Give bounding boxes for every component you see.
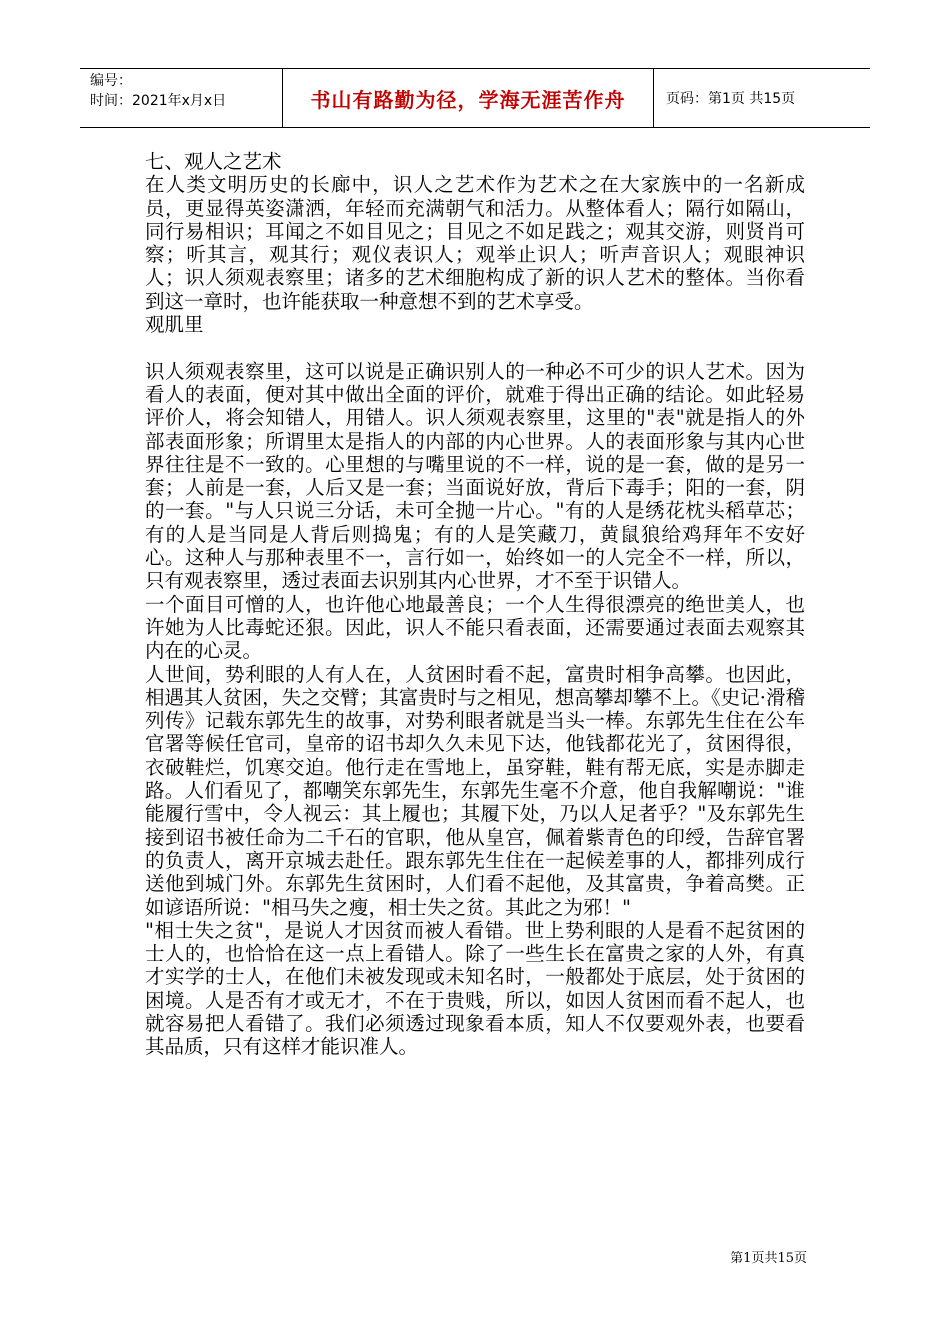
header-motto: 书山有路勤为径，学海无涯苦作舟 — [282, 69, 654, 127]
blank-line — [145, 336, 805, 359]
document-time: 时间：2021年x月x日 — [90, 93, 227, 109]
page-header — [80, 68, 870, 128]
document-number: 编号： — [90, 73, 132, 89]
header-page-number: 页码：第1页 共15页 — [666, 91, 796, 107]
paragraph: 在人类文明历史的长廊中，识人之艺术作为艺术之在大家族中的一名新成员，更显得英姿潇洒，年轻而充满朝气和活力。从整体看人；隔行如隔山，同行易相识；耳闻之不如目见之；目见之不如足践之；观其交游，则贤肖可察；听其言，观其行；观仪表识人；观举止识人；听声音识人；观眼神识人；识人须观表察里；诸多的艺术细胞构成了新的识人艺术的整体。当你看到这一章时，也许能获取一种意想不到的艺术享受。 — [145, 173, 805, 313]
paragraph: 一个面目可憎的人，也许他心地最善良；一个人生得很漂亮的绝世美人，也许她为人比毒蛇还狠。因此，识人不能只看表面，还需要通过表面去观察其内在的心灵。 — [145, 592, 805, 663]
subsection-title: 观肌里 — [145, 313, 204, 337]
page-footer: 第1页共15页 — [730, 1251, 807, 1266]
paragraph: "相士失之贫"，是说人才因贫而被人看错。世上势利眼的人是看不起贫困的士人的，也恰恰在这一点上看错人。除了一些生长在富贵之家的人外，有真才实学的士人，在他们未被发现或未知名时，一般都处于底层，处于贫困的困境。人是否有才或无才，不在于贵贱，所以，如因人贫困而看不起人，也就容易把人看错了。我们必须透过现象看本质，知人不仅要观外表，也要看其品质，只有这样才能识准人。 — [145, 918, 805, 1059]
paragraph: 识人须观表察里，这可以说是正确识别人的一种必不可少的识人艺术。因为看人的表面，便对其中做出全面的评价，就难于得出正确的结论。如此轻易评价人，将会知错人，用错人。识人须观表察里，这里的"表"就是指人的外部表面形象；所谓里太是指人的内部的内心世界。人的表面形象与其内心世界往往是不一致的。心里想的与嘴里说的不一样，说的是一套，做的是另一套；人前是一套，人后又是一套；当面说好放，背后下毒手；阳的一套，阴的一套。"与人只说三分话，未可全抛一片心。"有的人是绣花枕头稻草芯；有的人是当同是人背后则捣鬼；有的人是笑藏刀，黄鼠狼给鸡拜年不安好心。这种人与那种表里不一，言行如一，始终如一的人完全不一样，所以，只有观表察里，透过表面去识别其内心世界，才不至于识错人。 — [145, 359, 805, 593]
document-body — [145, 150, 805, 1059]
header-meta — [80, 69, 282, 127]
paragraph: 人世间，势利眼的人有人在，人贫困时看不起，富贵时相争高攀。也因此，相遇其人贫困，失之交臂；其富贵时与之相见，想高攀却攀不上。《史记·滑稽列传》记载东郭先生的故事，对势利眼者就是当头一棒。东郭先生住在公车官署等候任官司，皇帝的诏书却久久未见下达，他钱都花光了，贫困得很，衣破鞋烂，饥寒交迫。他行走在雪地上，虽穿鞋，鞋有帮无底，实是赤脚走路。人们看见了，都嘲笑东郭先生，东郭先生毫不介意，他自我解嘲说："谁能履行雪中，令人视云：其上履也；其履下处，乃以人足者乎？"及东郭先生接到诏书被任命为二千石的官职，他从皇宫，佩着紫青色的印绶，告辞官署的负责人，离开京城去赴任。跟东郭先生住在一起候差事的人，都排列成行送他到城门外。东郭先生贫困时，人们看不起他，及其富贵，争着高樊。正如谚语所说："相马失之瘦，相士失之贫。其此之为邪！" — [145, 662, 805, 919]
section-title: 七、观人之艺术 — [145, 150, 282, 173]
